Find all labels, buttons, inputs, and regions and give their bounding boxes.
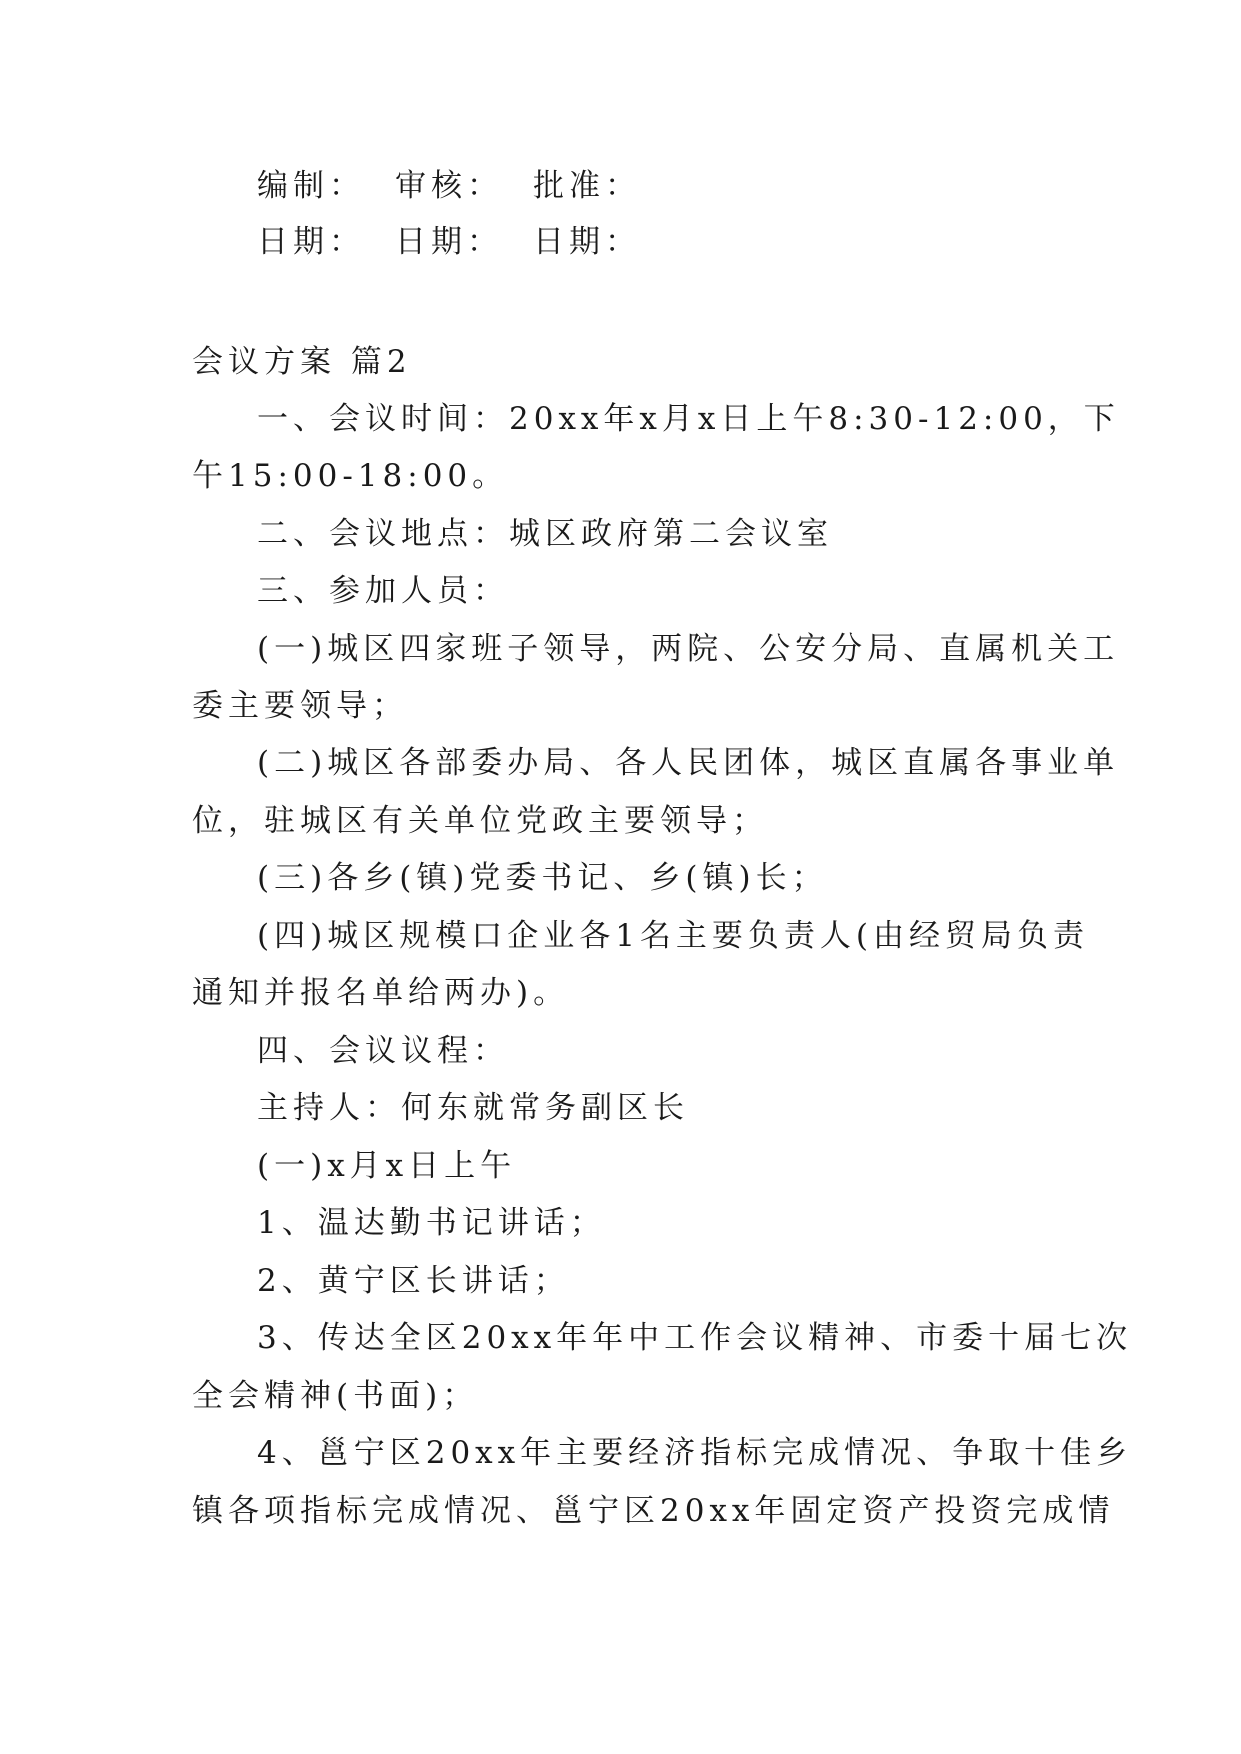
attendees-item-1: (一)城区四家班子领导，两院、公安分局、直属机关工	[257, 631, 1120, 667]
approved-date-label: 日期：	[533, 224, 641, 260]
host-line: 主持人：何东就常务副区长	[257, 1090, 689, 1126]
section-heading: 会议方案 篇2	[192, 344, 412, 380]
approved-by-label: 批准：	[533, 168, 641, 204]
agenda-item-4-continued: 镇各项指标完成情况、邕宁区20xx年固定资产投资完成情	[192, 1493, 1115, 1529]
agenda-item-3: 3、传达全区20xx年年中工作会议精神、市委十届七次	[257, 1320, 1133, 1356]
reviewed-by-label: 审核：	[395, 168, 503, 204]
agenda-heading: 四、会议议程：	[257, 1033, 509, 1069]
attendees-item-4-continued: 通知并报名单给两办)。	[192, 975, 570, 1011]
agenda-item-1: 1、温达勤书记讲话；	[257, 1205, 606, 1241]
agenda-item-3-continued: 全会精神(书面)；	[192, 1378, 479, 1414]
compiled-date-label: 日期：	[257, 224, 365, 260]
meeting-time-continued: 午15:00-18:00。	[192, 458, 509, 494]
attendees-item-2-continued: 位，驻城区有关单位党政主要领导；	[192, 803, 768, 839]
agenda-item-2: 2、黄宁区长讲话；	[257, 1263, 570, 1299]
agenda-session-1: (一)x月x日上午	[257, 1148, 517, 1184]
attendees-item-2: (二)城区各部委办局、各人民团体，城区直属各事业单	[257, 745, 1120, 781]
attendees-heading: 三、参加人员：	[257, 573, 509, 609]
signoff-row-dates	[257, 222, 641, 262]
meeting-location-line: 二、会议地点：城区政府第二会议室	[257, 516, 833, 552]
attendees-item-3: (三)各乡(镇)党委书记、乡(镇)长；	[257, 860, 828, 896]
compiled-by-label: 编制：	[257, 168, 365, 204]
signoff-row-approval	[257, 166, 641, 206]
meeting-time-line: 一、会议时间：20xx年x月x日上午8:30-12:00，下	[257, 401, 1120, 437]
reviewed-date-label: 日期：	[395, 224, 503, 260]
agenda-item-4: 4、邕宁区20xx年主要经济指标完成情况、争取十佳乡	[257, 1435, 1133, 1471]
attendees-item-1-continued: 委主要领导；	[192, 688, 408, 724]
attendees-item-4: (四)城区规模口企业各1名主要负责人(由经贸局负责	[257, 918, 1090, 954]
